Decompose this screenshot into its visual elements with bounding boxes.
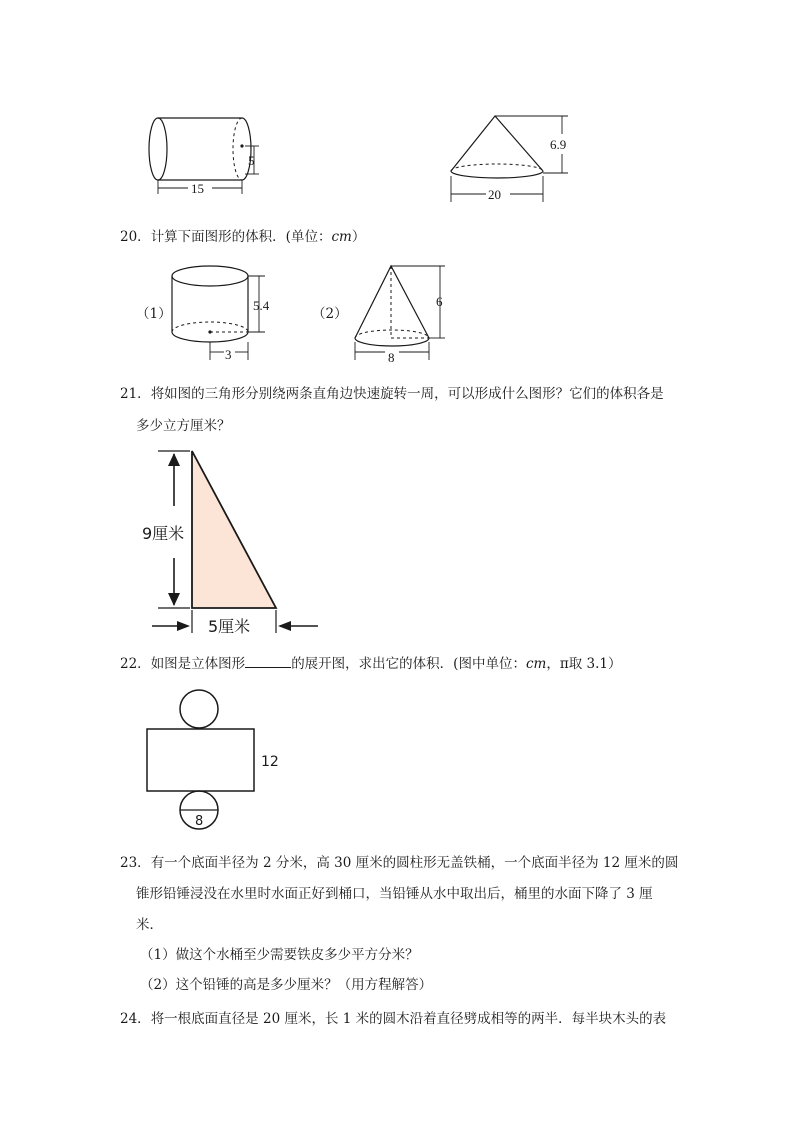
answer-blank[interactable] [245,653,291,668]
q20-fig1-height-label: 5.4 [253,298,270,313]
top-circle [180,690,218,728]
cylinder-radius-label: 5 [248,153,255,168]
q20-fig2-diameter-label: 8 [388,350,395,365]
question-20-text: 计算下面图形的体积．(单位： [150,229,332,245]
question-20-unit: cm [331,229,352,245]
q20-fig2-tag: （2） [312,306,348,322]
question-24-text-line1: 将一根底面直径是 20 厘米，长 1 米的圆木沿着直径劈成相等的两半．每半块木头的表 [150,1011,667,1027]
q20-fig2-height-label: 6 [436,294,443,309]
question-22-text-after: 的展开图，求出它的体积．(图中单位： [291,656,526,672]
cone-diameter-label: 20 [488,187,501,202]
q21-base-label: 5厘米 [208,617,251,636]
question-24-number: 24． [120,1011,151,1027]
q20-cylinder-figure [165,260,285,370]
q22-net-figure [140,686,300,836]
question-22 [120,653,621,674]
question-23-line2: 锥形铅锤浸没在水里时水面正好到桶口，当铅锤从水中取出后，桶里的水面下降了 3 厘 [136,886,653,902]
cone-figure [440,108,580,208]
question-21-number: 21． [120,386,151,402]
cone-height-label: 6.9 [550,137,567,152]
cylinder-length-label: 15 [191,181,204,196]
question-20-close: ） [351,229,366,245]
question-23-sub1: （1）做这个水桶至少需要铁皮多少平方分米？ [140,947,419,963]
question-22-pi-part: ，π取 3.1） [546,656,622,672]
question-20-number: 20． [120,229,151,245]
q20-fig1-radius-label: 3 [225,347,232,362]
question-23-sub2: （2）这个铅锤的高是多少厘米？（用方程解答） [140,977,433,993]
question-23-line3: 米． [136,917,163,933]
question-24-line1 [120,1009,666,1029]
question-21-line1 [120,384,664,404]
cylinder-figure [140,108,270,198]
lateral-rectangle [147,729,254,791]
question-22-unit: cm [525,656,547,672]
question-23-text-line1: 有一个底面半径为 2 分米，高 30 厘米的圆柱形无盖铁桶，一个底面半径为 12 厘米的圆 [150,855,679,871]
question-23-number: 23． [120,855,151,871]
question-21-line2: 多少立方厘米？ [136,418,231,434]
q22-height-label: 12 [261,754,279,770]
question-23-line1 [120,853,678,873]
question-20 [120,227,365,247]
q22-diameter-label: 8 [195,814,204,829]
q21-height-label: 9厘米 [142,524,185,543]
q20-fig1-tag: （1） [136,306,172,322]
question-21-text-line1: 将如图的三角形分别绕两条直角边快速旋转一周，可以形成什么图形？它们的体积各是 [150,386,664,402]
question-22-text-before: 如图是立体图形 [150,656,246,672]
right-triangle [192,451,276,608]
question-22-number: 22． [120,656,151,672]
q20-cone-figure [345,258,460,368]
q21-triangle-figure [140,448,330,643]
